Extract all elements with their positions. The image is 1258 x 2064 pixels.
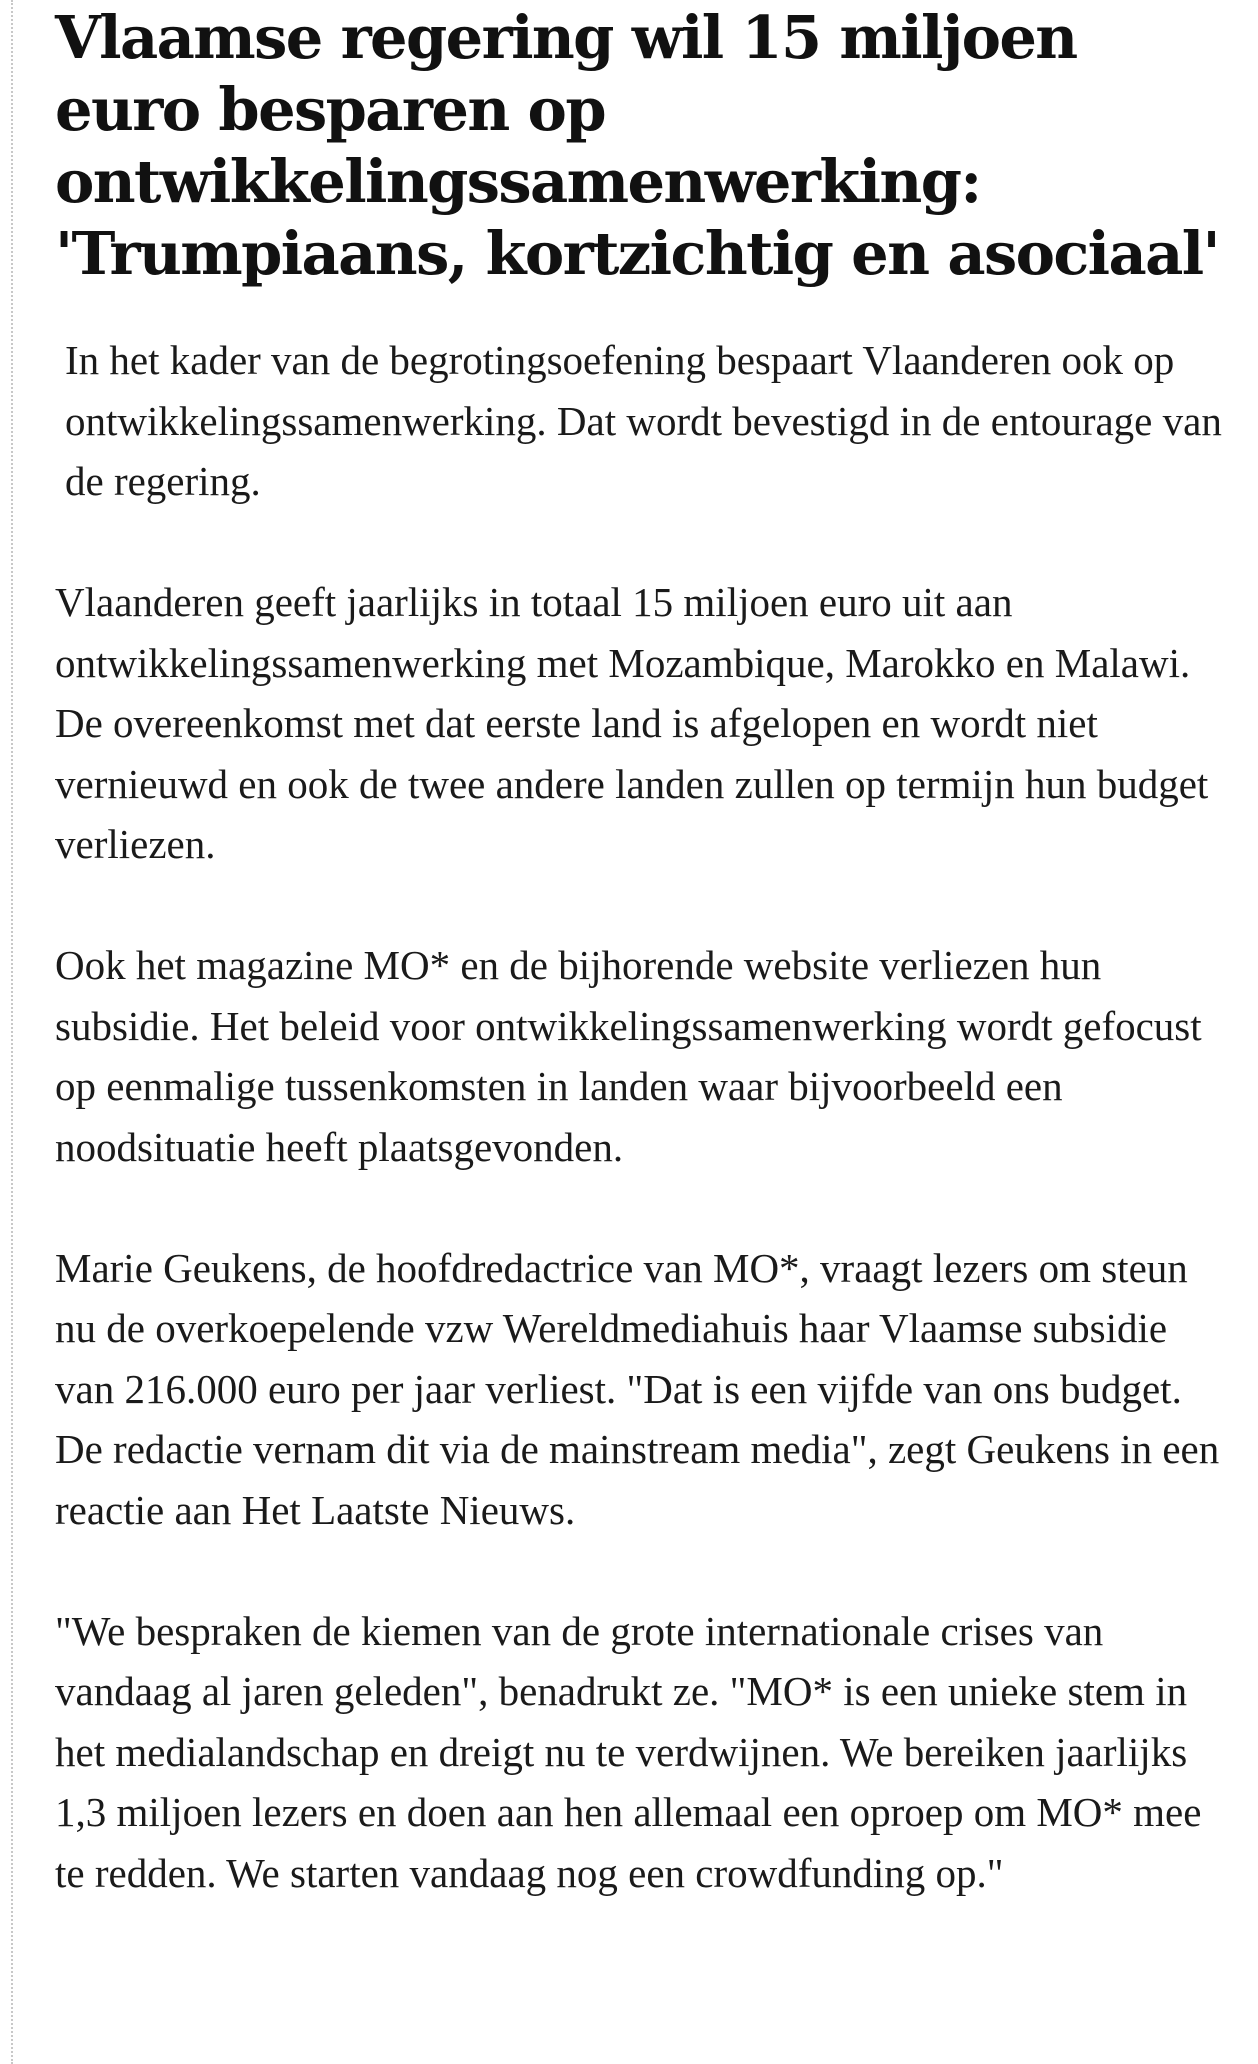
article	[55, 0, 1230, 1964]
article-paragraph-3: Ook het magazine MO* en de bijhorende website verliezen hun subsidie. Het beleid voor ontwikkelingssamenwerking wordt gefocust op eenmalige tussenkomsten in landen waar bijvoorbeeld een noodsituatie heeft plaatsgevonden.	[55, 942, 1202, 1170]
article-paragraph-4: Marie Geukens, de hoofdredactrice van MO*, vraagt lezers om steun nu de overkoepelende vzw Wereldmediahuis haar Vlaamse subsidie van 216.000 euro per jaar verliest. "Dat is een vijfde van ons budget. De redactie vernam dit via de mainstream media", zegt Geukens in een reactie aan Het Laatste Nieuws.	[55, 1244, 1220, 1533]
article-paragraph-5: "We bespraken de kiemen van de grote internationale crises van vandaag al jaren geleden", benadrukt ze. "MO* is een unieke stem in het medialandschap en dreigt nu te verdwijnen. We bereiken jaarlijks 1,3 miljoen lezers en doen aan hen allemaal een oproep om MO* mee te redden. We starten vandaag nog een crowdfunding op."	[55, 1607, 1202, 1896]
article-body	[55, 330, 1230, 1903]
left-dotted-rule	[11, 0, 13, 2064]
article-headline: Vlaamse regering wil 15 miljoen euro besparen op ontwikkelingssamenwerking: 'Trumpiaans, kortzichtig en asociaal'	[55, 3, 1220, 288]
article-paragraph-2: Vlaanderen geeft jaarlijks in totaal 15 miljoen euro uit aan ontwikkelingssamenwerking met Mozambique, Marokko en Malawi. De overeenkomst met dat eerste land is afgelopen en wordt niet vernieuwd en ook de twee andere landen zullen op termijn hun budget verliezen.	[55, 579, 1209, 867]
article-paragraph-1: In het kader van de begrotingsoefening bespaart Vlaanderen ook op ontwikkelingssamenwerking. Dat wordt bevestigd in de entourage van de regering.	[65, 337, 1222, 504]
